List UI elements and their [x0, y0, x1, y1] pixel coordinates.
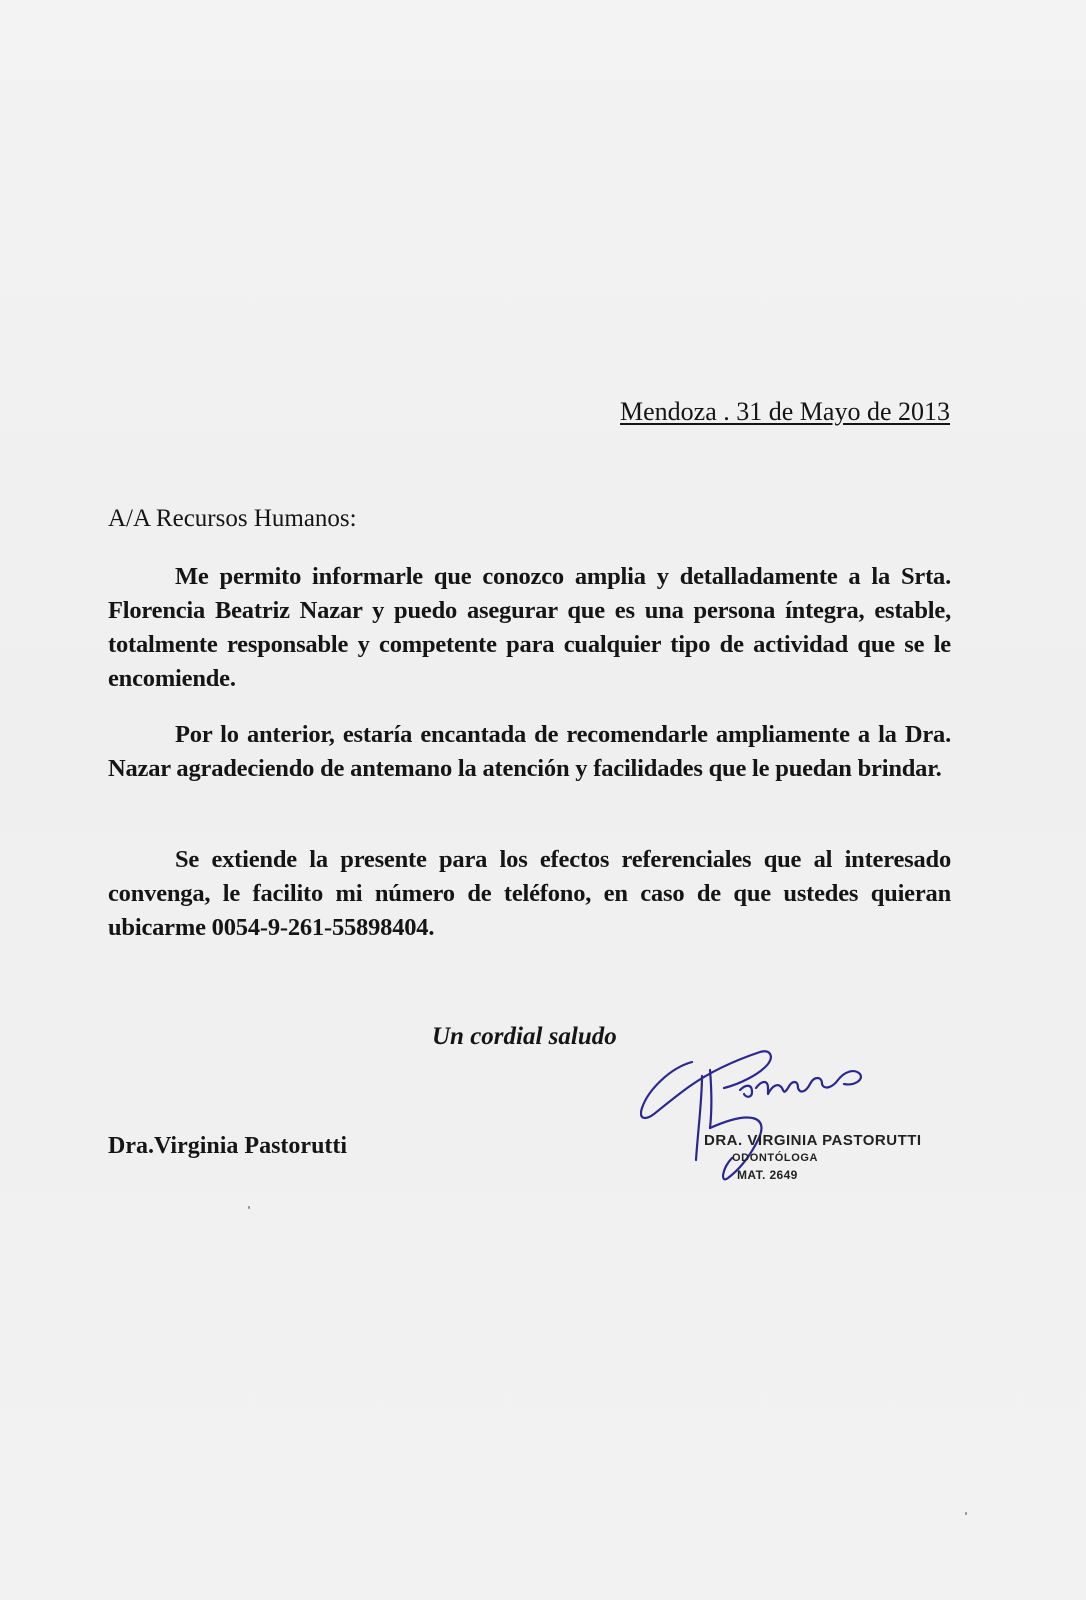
signer-name: Dra.Virginia Pastorutti — [108, 1133, 348, 1159]
stamp-profession: ODONTÓLOGA — [732, 1152, 819, 1164]
signature-stamp — [640, 1050, 940, 1200]
scan-speck — [965, 1512, 967, 1515]
stamp-name: DRA. VIRGINIA PASTORUTTI — [704, 1132, 922, 1149]
paragraph-recommendation: Me permito informarle que conozco amplia y detalladamente a la Srta. Florencia Beatriz Nazar y puedo asegurar que es una persona íntegra, estable, totalmente responsable y competente para cualquier tipo de actividad que se le encomiende. — [108, 563, 951, 692]
letter-date: Mendoza . 31 de Mayo de 2013 — [620, 397, 950, 426]
stamp-registration: MAT. 2649 — [737, 1168, 798, 1182]
scan-speck — [248, 1206, 250, 1209]
paragraph-endorsement: Por lo anterior, estaría encantada de recomendarle ampliamente a la Dra. Nazar agradeciendo de antemano la atención y facilidades que le puedan brindar. — [108, 721, 951, 782]
salutation: A/A Recursos Humanos: — [108, 505, 357, 532]
closing-line: Un cordial saludo — [432, 1023, 617, 1050]
paragraph-contact: Se extiende la presente para los efectos referenciales que al interesado convenga, le facilito mi número de teléfono, en caso de que ustedes quieran ubicarme 0054-9-261-55898404. — [108, 846, 951, 941]
